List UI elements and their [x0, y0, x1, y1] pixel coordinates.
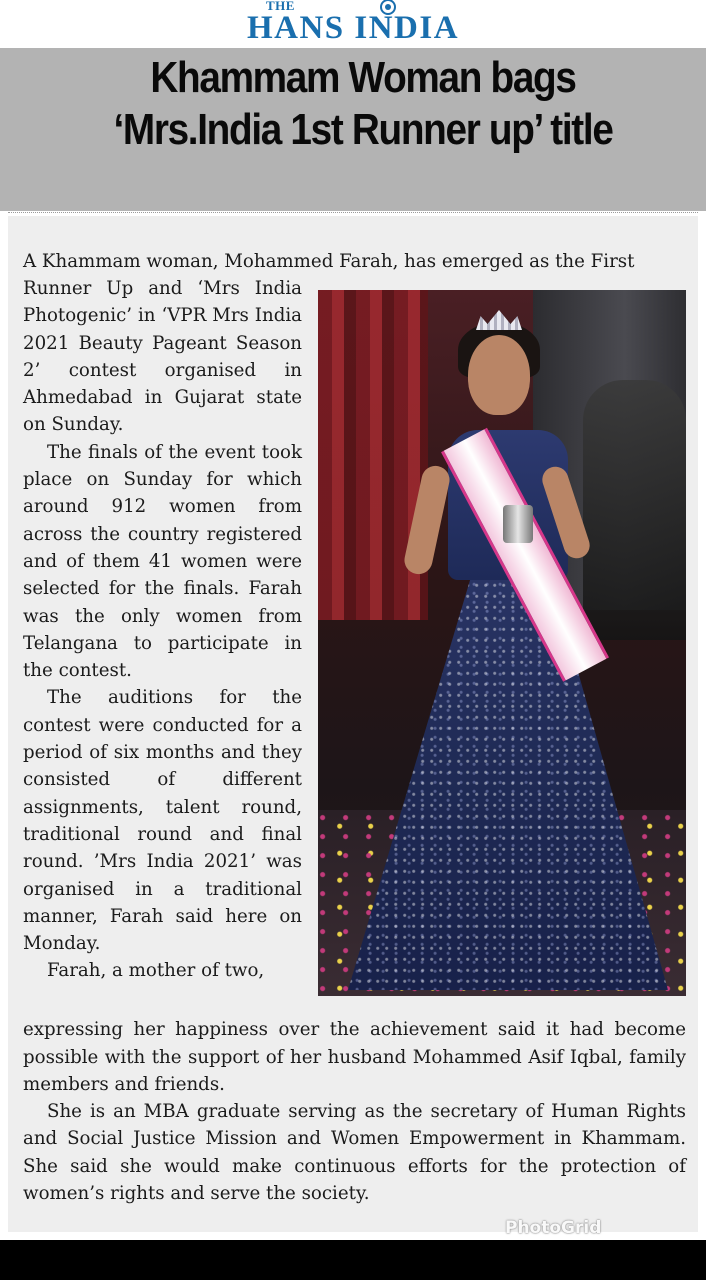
- paragraph-4: expressing her happiness over the achievement said it had become possible with the support of her husband Mohammed Asif Iqbal, family members and friends.: [23, 1019, 686, 1095]
- photogrid-watermark: PhotoGrid: [505, 1218, 602, 1238]
- contestant-photo: [318, 290, 686, 996]
- divider: [8, 212, 698, 213]
- background-people: [583, 380, 686, 640]
- article-line-1: [23, 248, 686, 275]
- headline: Khammam Woman bags ‘Mrs.India 1st Runner up’ title: [113, 53, 613, 154]
- masthead-name: HANS INDIA: [246, 10, 460, 46]
- article-bottom: [23, 989, 686, 1207]
- face: [468, 335, 530, 415]
- paragraph-1-first-line: A Khammam woman, Mohammed Farah, has emerged as the First: [23, 251, 635, 272]
- paragraph-2: The finals of the event took place on Sunday for which around 912 women from across the country registered and of them 41 women were selected for the finals. Farah was the only women from Telangana to participate in the contest.: [23, 441, 302, 682]
- paragraph-1: Runner Up and ‘Mrs India Photogenic’ in ‘VPR Mrs India 2021 Beauty Pageant Season 2’ contest organised in Ahmedabad in Gujarat state on Sunday.: [23, 278, 302, 436]
- article-left-column: [23, 275, 302, 985]
- paragraph-5: She is an MBA graduate serving as the secretary of Human Rights and Social Justice Mission and Women Empowerment in Khammam. She said she would make continuous efforts for the protection of women’s rights and serve the society.: [23, 1101, 686, 1205]
- masthead: [0, 0, 706, 48]
- paragraph-4-start: Farah, a mother of two,: [47, 960, 265, 982]
- paragraph-3: The auditions for the contest were conducted for a period of six months and they consisted of different assignments, talent round, traditional round and final round. ’Mrs India 2021’ was organised in a traditional manner, Farah said here on Monday.: [23, 687, 302, 955]
- bottom-bar: [0, 1240, 706, 1280]
- crown-icon: [476, 310, 522, 330]
- trophy-icon: [503, 505, 533, 543]
- masthead-the: THE: [266, 0, 295, 13]
